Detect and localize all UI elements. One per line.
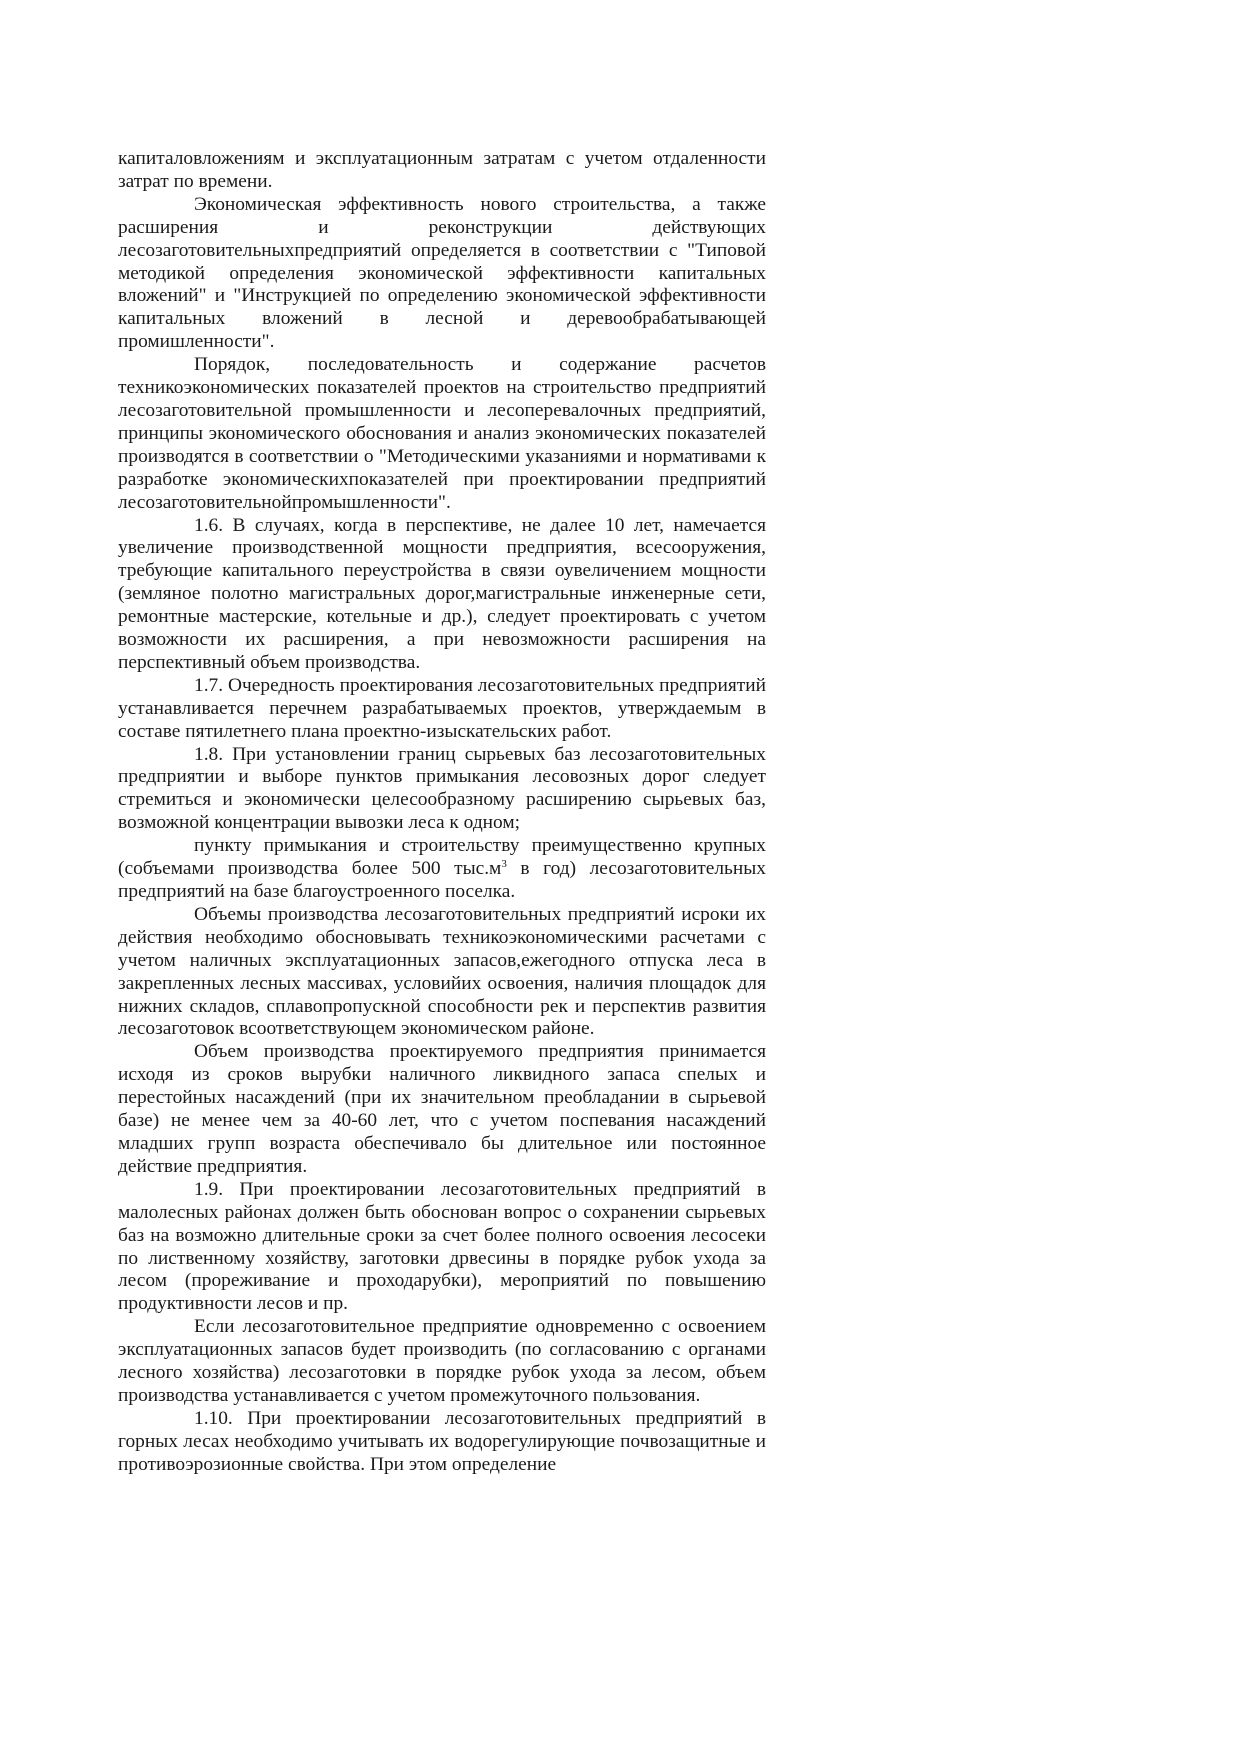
paragraph-text-before-superscript: пункту примыкания и строительству преимущественно крупных (собъемами производства более 500 тыс.м	[118, 835, 766, 880]
paragraph-production-volumes: Объемы производства лесозаготовительных предприятий исроки их действия необходимо обосновывать техникоэкономическими расчетами с учетом наличных эксплуатационных запасов,ежегодного отпуска леса в закрепленных лесных массивах, условийих освоения, наличия площадок для нижних складов, сплавопропускной способности рек и перспектив развития лесозаготовок всоответствующем экономическом районе.	[118, 903, 766, 1040]
paragraph-1-7: 1.7. Очередность проектирования лесозаготовительных предприятий устанавливается перечнем разрабатываемых проектов, утверждаемым в составе пятилетнего плана проектно-изыскательских работ.	[118, 674, 766, 742]
paragraph-1-6: 1.6. В случаях, когда в перспективе, не далее 10 лет, намечается увеличение производственной мощности предприятия, всесооружения, требующие капитального переустройства в связи оувеличением мощности (земляное полотно магистральных дорог,магистральные инженерные сети, ремонтные мастерские, котельные и др.), следует проектировать с учетом возможности их расширения, а при невозможности расширения на перспективный объем производства.	[118, 514, 766, 673]
paragraph-intermediate-use: Если лесозаготовительное предприятие одновременно с освоением эксплуатационных запасов будет производить (по согласованию с органами лесного хозяйства) лесозаготовки в порядке рубок ухода за лесом, объем производства устанавливается с учетом промежуточного пользования.	[118, 1316, 766, 1406]
paragraph-calculation-order: Порядок, последовательность и содержание расчетов техникоэкономических показателей проектов на строительство предприятий лесозаготовительной промышленности и лесоперевалочных предприятий, принципы экономического обоснования и анализ экономических показателей производятся в соответствии о "Методическими указаниями и нормативами к разработке экономическихпоказателей при проектировании предприятий лесозаготовительнойпромышленности".	[118, 354, 766, 513]
paragraph-continuation: капиталовложениям и эксплуатационным затратам с учетом отдаленности затрат по времени.	[118, 148, 766, 192]
paragraph-1-9: 1.9. При проектировании лесозаготовительных предприятий в малолесных районах должен быть обоснован вопрос о сохранении сырьевых баз на возможно длительные сроки за счет более полного освоения лесосеки по лиственному хозяйству, заготовки дрвесины в порядке рубок ухода за лесом (прореживание и проходарубки), мероприятий по повышению продуктивности лесов и пр.	[118, 1178, 766, 1315]
paragraph-1-8: 1.8. При установлении границ сырьевых баз лесозаготовительных предприятии и выборе пунктов примыкания лесовозных дорог следует стремиться и экономически целесообразному расширению сырьевых баз, возможной концентрации вывозки леса к одном;	[118, 743, 766, 834]
body-text	[118, 148, 766, 1477]
paragraph-1-10: 1.10. При проектировании лесозаготовительных предприятий в горных лесах необходимо учитывать их водорегулирующие почвозащитные и противоэрозионные свойства. При этом определение	[118, 1407, 766, 1475]
paragraph-economic-efficiency: Экономическая эффективность нового строительства, а также расширения и реконструкции действующих лесозаготовительныхпредприятий определяется в соответствии с "Типовой методикой определения экономической эффективности капитальных вложений" и "Инструкцией по определению экономической эффективности капитальных вложений в лесной и деревообрабатывающей промишленности".	[118, 193, 766, 353]
paragraph-production-volume: Объем производства проектируемого предприятия принимается исходя из сроков вырубки наличного ликвидного запаса спелых и перестойных насаждений (при их значительном преобладании в сырьевой базе) не менее чем за 40-60 лет, что с учетом поспевания насаждений младших групп возраста обеспечивало бы длительное или постоянное действие предприятия.	[118, 1041, 766, 1177]
cubic-superscript: 3	[501, 858, 507, 871]
paragraph-text-after-superscript: в год) лесозаготовительных предприятий на базе благоустроенного поселка.	[118, 858, 766, 902]
paragraph-junction-point	[118, 835, 766, 904]
